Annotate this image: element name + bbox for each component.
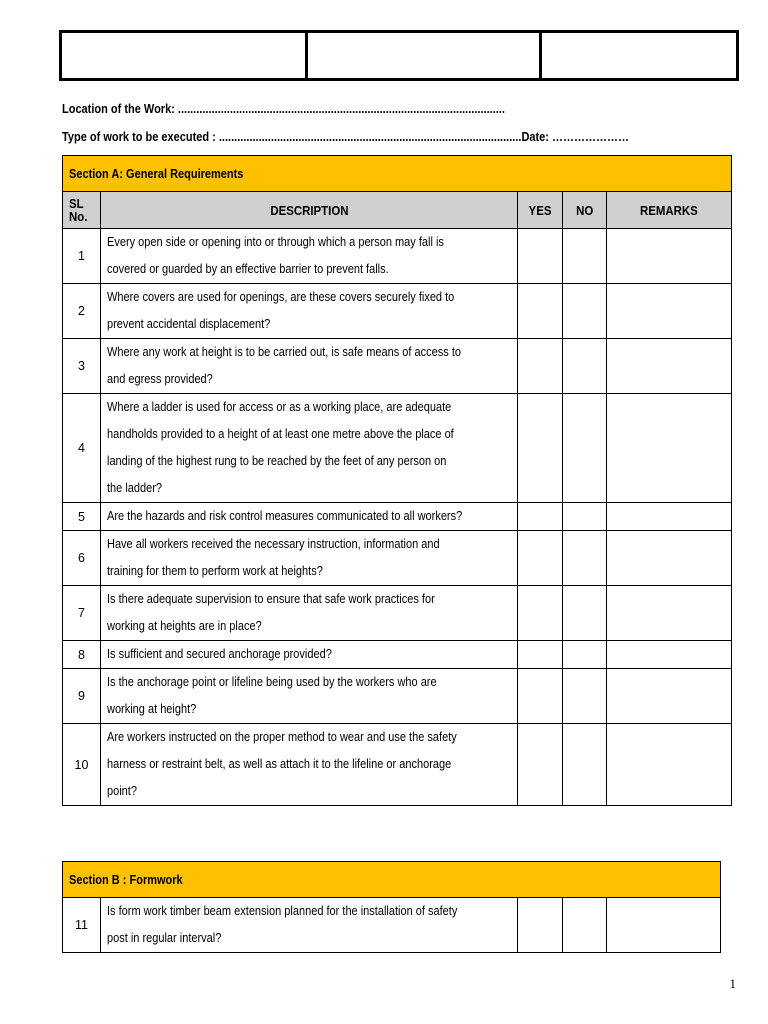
- row-description: Have all workers received the necessary instruction, information and training for them to perform work at heights?: [101, 531, 518, 586]
- header-cell-3: [542, 33, 736, 78]
- table-row: [63, 229, 732, 284]
- no-cell[interactable]: [563, 339, 607, 394]
- section-b-table: [62, 861, 721, 953]
- section-b-title: Section B : Formwork: [63, 862, 721, 898]
- table-row: [63, 669, 732, 724]
- row-description: Is there adequate supervision to ensure that safe work practices for working at heights are in place?: [101, 586, 518, 641]
- row-number: 9: [63, 669, 101, 724]
- yes-cell[interactable]: [518, 531, 563, 586]
- column-no: NO: [563, 192, 607, 229]
- no-cell[interactable]: [563, 394, 607, 503]
- no-cell[interactable]: [563, 229, 607, 284]
- remarks-cell[interactable]: [607, 669, 732, 724]
- row-number: 6: [63, 531, 101, 586]
- yes-cell[interactable]: [518, 394, 563, 503]
- row-description: Where a ladder is used for access or as a working place, are adequate handholds provided to a height of at least one metre above the place of landing of the highest rung to be reached by the feet of any person on the ladder?: [101, 394, 518, 503]
- header-box: [59, 30, 739, 81]
- row-number: 8: [63, 641, 101, 669]
- row-description: Is the anchorage point or lifeline being used by the workers who are working at height?: [101, 669, 518, 724]
- no-cell[interactable]: [563, 531, 607, 586]
- table-row: [63, 339, 732, 394]
- remarks-cell[interactable]: [607, 394, 732, 503]
- header-cell-2: [308, 33, 542, 78]
- table-row: [63, 503, 732, 531]
- no-cell[interactable]: [563, 669, 607, 724]
- row-description: Where covers are used for openings, are these covers securely fixed to prevent accidental displacement?: [101, 284, 518, 339]
- remarks-cell[interactable]: [607, 531, 732, 586]
- row-number: 3: [63, 339, 101, 394]
- table-row: [63, 284, 732, 339]
- remarks-cell[interactable]: [607, 284, 732, 339]
- table-row: [63, 531, 732, 586]
- yes-cell[interactable]: [518, 641, 563, 669]
- row-number: 4: [63, 394, 101, 503]
- header-cell-1: [62, 33, 308, 78]
- table-row: [63, 641, 732, 669]
- location-of-work-field[interactable]: Location of the Work: ...........................................................................................................: [62, 102, 505, 116]
- row-description: Are workers instructed on the proper method to wear and use the safety harness or restraint belt, as well as attach it to the lifeline or anchorage point?: [101, 724, 518, 806]
- row-number: 2: [63, 284, 101, 339]
- table-row: [63, 898, 721, 953]
- row-description: Is sufficient and secured anchorage provided?: [101, 641, 518, 669]
- section-a-table: [62, 155, 732, 806]
- row-number: 11: [63, 898, 101, 953]
- no-cell[interactable]: [563, 284, 607, 339]
- row-number: 7: [63, 586, 101, 641]
- page-number: 1: [729, 976, 736, 991]
- row-number: 10: [63, 724, 101, 806]
- column-sl-no: SL No.: [63, 192, 101, 229]
- yes-cell[interactable]: [518, 503, 563, 531]
- type-of-work-field[interactable]: Type of work to be executed : ...................................................................................................Date: …………………: [62, 130, 630, 144]
- table-row: [63, 724, 732, 806]
- column-remarks: REMARKS: [607, 192, 732, 229]
- yes-cell[interactable]: [518, 229, 563, 284]
- remarks-cell[interactable]: [607, 229, 732, 284]
- row-number: 1: [63, 229, 101, 284]
- yes-cell[interactable]: [518, 669, 563, 724]
- yes-cell[interactable]: [518, 339, 563, 394]
- column-description: DESCRIPTION: [101, 192, 518, 229]
- yes-cell[interactable]: [518, 284, 563, 339]
- row-description: Every open side or opening into or through which a person may fall is covered or guarded by an effective barrier to prevent falls.: [101, 229, 518, 284]
- table-row: [63, 394, 732, 503]
- row-description: Where any work at height is to be carried out, is safe means of access to and egress provided?: [101, 339, 518, 394]
- no-cell[interactable]: [563, 724, 607, 806]
- column-yes: YES: [518, 192, 563, 229]
- table-row: [63, 586, 732, 641]
- yes-cell[interactable]: [518, 724, 563, 806]
- section-a-title: Section A: General Requirements: [63, 156, 732, 192]
- yes-cell[interactable]: [518, 586, 563, 641]
- yes-cell[interactable]: [518, 898, 563, 953]
- no-cell[interactable]: [563, 503, 607, 531]
- remarks-cell[interactable]: [607, 503, 732, 531]
- no-cell[interactable]: [563, 586, 607, 641]
- no-cell[interactable]: [563, 641, 607, 669]
- remarks-cell[interactable]: [607, 339, 732, 394]
- row-description: Is form work timber beam extension planned for the installation of safety post in regular interval?: [101, 898, 518, 953]
- remarks-cell[interactable]: [607, 586, 732, 641]
- remarks-cell[interactable]: [607, 898, 721, 953]
- row-description: Are the hazards and risk control measures communicated to all workers?: [101, 503, 518, 531]
- no-cell[interactable]: [563, 898, 607, 953]
- row-number: 5: [63, 503, 101, 531]
- remarks-cell[interactable]: [607, 641, 732, 669]
- remarks-cell[interactable]: [607, 724, 732, 806]
